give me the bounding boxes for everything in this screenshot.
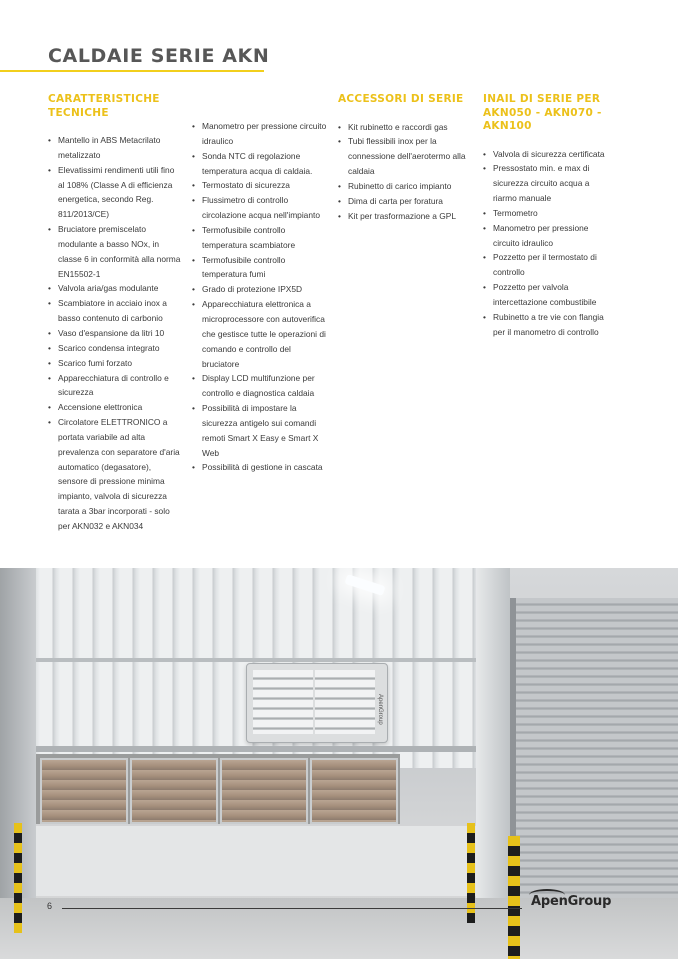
list-item: • Scambiatore in acciaio inox a basso contenuto di carbonio	[48, 296, 183, 326]
page-title: CALDAIE SERIE AKN	[48, 45, 270, 67]
list-item: • Valvola di sicurezza certificata	[483, 147, 613, 162]
list-item: • Scarico condensa integrato	[48, 341, 183, 356]
column-heading: CARATTERISTICHE TECNICHE	[48, 93, 160, 119]
list-item: • Mantello in ABS Metacrilato metalizzato	[48, 133, 183, 163]
brand-name: ApenGroup	[531, 894, 612, 909]
list-item: • Vaso d'espansione da litri 10	[48, 326, 183, 341]
list-item: • Termofusibile controllo temperatura fumi	[192, 253, 330, 283]
heater-grille	[253, 670, 313, 734]
list-item: • Scarico fumi forzato	[48, 356, 183, 371]
list-item: • Tubi flessibili inox per la connessione dell'aerotermo alla caldaia	[338, 134, 473, 179]
list-item: • Apparecchiatura di controllo e sicurezza	[48, 371, 183, 401]
list-item: • Possibilità di impostare la sicurezza antigelo sui comandi remoti Smart X Easy e Smart X Web	[192, 401, 330, 460]
list-item: • Valvola aria/gas modulante	[48, 281, 183, 296]
list-item: • Display LCD multifunzione per controllo e diagnostica caldaia	[192, 371, 330, 401]
column-standard-accessories	[338, 93, 473, 223]
roller-shutter-door	[510, 598, 678, 918]
accessory-list	[338, 120, 473, 224]
list-item: • Grado di protezione IPX5D	[192, 282, 330, 297]
list-item: • Flussimetro di controllo circolazione acqua nell'impianto	[192, 193, 330, 223]
safety-bollard	[14, 823, 22, 933]
feature-list	[192, 119, 330, 475]
list-item: • Possibilità di gestione in cascata	[192, 460, 330, 475]
column-heading: INAIL DI SERIE PER AKN050 - AKN070 - AKN100	[483, 93, 602, 132]
list-item: • Pressostato min. e max di sicurezza circuito acqua a riarmo manuale	[483, 161, 613, 206]
column-inail-standard	[483, 93, 613, 339]
list-item: • Termostato di sicurezza	[192, 178, 330, 193]
list-item: • Manometro per pressione circuito idraulico	[192, 119, 330, 149]
heater-logo: ApenGroup	[377, 694, 383, 725]
title-underline	[0, 70, 264, 72]
list-item: • Apparecchiatura elettronica a microprocessore con autoverifica che gestisce tutte le operazioni di comando e controllo del bruciatore	[192, 297, 330, 371]
office-windows	[36, 754, 400, 824]
air-heater-unit	[246, 663, 388, 743]
list-item: • Bruciatore premiscelato modulante a basso NOx, in classe 6 in conformità alla norma EN15502-1	[48, 222, 183, 281]
column-heading: ACCESSORI DI SERIE	[338, 93, 464, 105]
list-item: • Pozzetto per valvola intercettazione combustibile	[483, 280, 613, 310]
footer-rule	[62, 908, 522, 909]
window-ledge	[36, 746, 476, 752]
page-number: 6	[47, 901, 53, 911]
window-pane	[220, 758, 308, 824]
list-item: • Rubinetto a tre vie con flangia per il manometro di controllo	[483, 310, 613, 340]
list-item: • Elevatissimi rendimenti utili fino al 108% (Classe A di efficienza energetica, secondo Reg. 811/2013/CE)	[48, 163, 183, 222]
list-item: • Circolatore ELETTRONICO a portata variabile ad alta prevalenza con separatore d'aria automatico (degasatore), sensore di pressione minima impianto, valvola di sicurezza tarata a 3bar incorporati - solo per AKN032 e AKN034	[48, 415, 183, 534]
logo-swoosh-icon	[529, 889, 565, 901]
wall-beam	[36, 658, 476, 662]
column-technical-features-continued	[192, 93, 330, 475]
list-item: • Kit per trasformazione a GPL	[338, 209, 473, 224]
brand-logo	[531, 894, 611, 909]
list-item: • Accensione elettronica	[48, 400, 183, 415]
feature-list	[48, 133, 183, 534]
list-item: • Termometro	[483, 206, 613, 221]
list-item: • Termofusibile controllo temperatura scambiatore	[192, 223, 330, 253]
list-item: • Kit rubinetto e raccordi gas	[338, 120, 473, 135]
list-item: • Dima di carta per foratura	[338, 194, 473, 209]
window-pane	[130, 758, 218, 824]
list-item: • Sonda NTC di regolazione temperatura acqua di caldaia.	[192, 149, 330, 179]
list-item: • Pozzetto per il termostato di controllo	[483, 250, 613, 280]
window-pane	[310, 758, 398, 824]
list-item: • Manometro per pressione circuito idraulico	[483, 221, 613, 251]
list-item: • Rubinetto di carico impianto	[338, 179, 473, 194]
lower-wall	[36, 826, 476, 896]
inail-list	[483, 147, 613, 340]
column-technical-features	[48, 93, 183, 534]
heater-grille	[315, 670, 375, 734]
window-pane	[40, 758, 128, 824]
safety-bollard	[508, 836, 520, 959]
